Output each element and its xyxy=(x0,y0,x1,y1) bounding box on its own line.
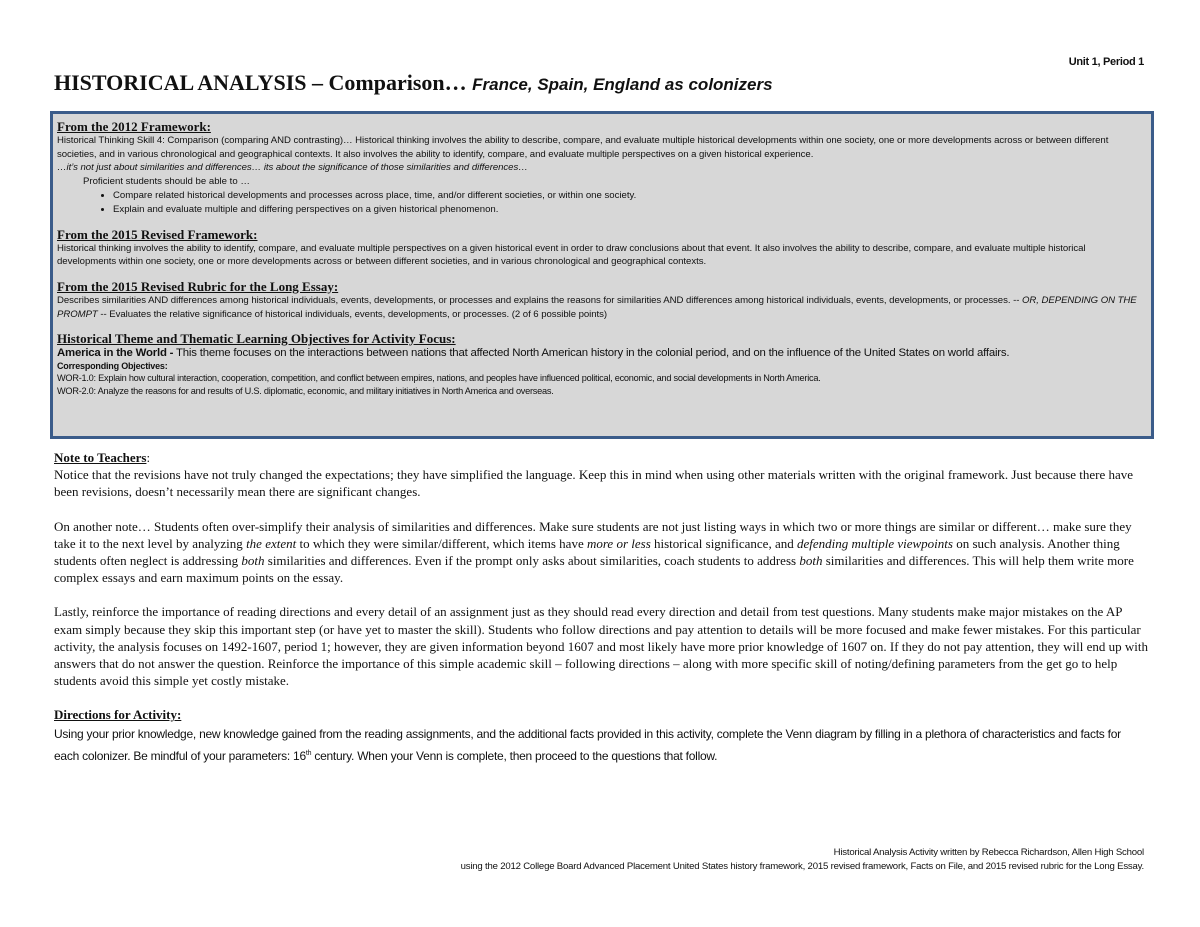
page-title xyxy=(54,70,773,96)
directions-heading: Directions for Activity: xyxy=(54,707,182,723)
main-content xyxy=(54,449,1148,766)
framework-box xyxy=(50,111,1154,439)
credit-line-1: Historical Analysis Activity written by Rebecca Richardson, Allen High School xyxy=(833,847,1144,858)
theme-heading: Historical Theme and Thematic Learning Objectives for Activity Focus: xyxy=(57,331,456,347)
teachers-heading-colon: : xyxy=(146,450,151,465)
rubric-text-b: -- Evaluates the relative significance of historical individuals, events, developments, or processes. (2 of 6 possible points) xyxy=(97,308,608,320)
teachers-paragraph-1: Notice that the revisions have not truly changed the expectations; they have simplified the language. Keep this in mind when using other materials written with the original framework. Just because there have been revisions, doesn’t necessarily mean there are significant changes. xyxy=(54,467,1134,500)
proficient-label: Proficient students should be able to … xyxy=(83,175,250,187)
credit-line-2: using the 2012 College Board Advanced Placement United States history framework, 2015 revised framework, Facts on File, and 2015 revised rubric for the Long Essay. xyxy=(460,861,1144,872)
p2-text: historical significance, and xyxy=(650,535,797,551)
rubric-heading: From the 2015 Revised Rubric for the Long Essay: xyxy=(57,278,339,294)
objective-wor-2: WOR-2.0: Analyze the reasons for and results of U.S. diplomatic, economic, and military initiatives in North America and overseas. xyxy=(57,386,554,397)
p2-emphasis: defending multiple viewpoints xyxy=(796,535,953,551)
title-main: HISTORICAL ANALYSIS – Comparison… xyxy=(54,70,467,95)
proficient-list xyxy=(57,189,1147,217)
framework-2012-text: Historical Thinking Skill 4: Comparison (comparing AND contrasting)… Historical thinking involves the ability to describe, compare, and evaluate multiple historical developments within one society, one or more developments across or between different societies, and in various chronological and geographical contexts. It also involves the ability to identify, compare, and evaluate multiple perspectives on a given historical experience. xyxy=(57,135,1109,160)
objectives-label: Corresponding Objectives: xyxy=(57,361,168,372)
directions-superscript: th xyxy=(305,749,312,757)
framework-2015-text: Historical thinking involves the ability to identify, compare, and evaluate multiple perspectives on a given historical event in order to draw conclusions about that event. It also involves the ability to describe, compare, and evaluate multiple historical developments within one society, one or more developments across or between different societies, and in various chronological and geographical contexts. xyxy=(57,242,1086,268)
list-item: • Compare related historical developments and processes across place, time, and/or different societies, or within one society. xyxy=(113,189,1147,203)
teachers-paragraph-2 xyxy=(54,518,1148,587)
theme-text: This theme focuses on the interactions between nations that affected North American history in the colonial period, and on the influence of the United States on world affairs. xyxy=(173,347,1010,360)
list-item: • Explain and evaluate multiple and differing perspectives on a given historical phenomenon. xyxy=(113,203,1147,217)
p2-text: similarities and differences. Even if the prompt only asks about similarities, coach students to address xyxy=(264,553,800,569)
unit-label: Unit 1, Period 1 xyxy=(1068,56,1144,68)
theme-name: America in the World - xyxy=(57,347,174,360)
credit-footer xyxy=(461,846,1144,874)
objective-wor-1: WOR-1.0: Explain how cultural interaction, cooperation, competition, and conflict between empires, nations, and peoples have influenced political, economic, and social developments in North America. xyxy=(57,373,821,384)
rubric-text-a: Describes similarities AND differences among historical individuals, events, developments, or processes and explains the reasons for similarities AND differences among historical individuals, events, developments, or processes. -- xyxy=(57,294,1022,306)
directions-text xyxy=(54,724,1148,766)
p2-text: similarities and differences. This will help them write more complex essays and earn maximum points on the essay. xyxy=(54,553,1134,586)
framework-2015-heading: From the 2015 Revised Framework: xyxy=(57,226,258,242)
p2-text: to which they were similar/different, which items have xyxy=(296,535,587,551)
p2-text: on such analysis. Another thing students often neglect is addressing xyxy=(54,535,1120,569)
p2-emphasis: more or less xyxy=(586,535,651,551)
directions-text-b: century. When your Venn is complete, then proceed to the questions that follow. xyxy=(311,748,718,763)
directions-text-a: Using your prior knowledge, new knowledge gained from the reading assignments, and the additional facts provided in this activity, complete the Venn diagram by filling in a plethora of characteristics and facts for each colonizer. Be mindful of your parameters: 16 xyxy=(54,726,1121,763)
rubric-text xyxy=(57,294,1147,321)
framework-2012-heading: From the 2012 Framework: xyxy=(57,119,211,134)
teachers-paragraph-3: Lastly, reinforce the importance of reading directions and every detail of an assignment just as they should read every direction and detail from test questions. Many students make major mistakes on the AP exam simply because they skip this important step (or have yet to master the skill). Students who follow directions and pay attention to details will be more focused and make fewer mistakes. For this particular activity, the analysis focuses on 1492-1607, period 1; however, they are given information beyond 1607 and most likely have more prior knowledge of 1607 on. If they do not pay attention, they will end up with answers that do not answer the question. Reinforce the importance of this simple academic skill – following directions – along with more specific skill of noting/defining parameters from the get go to help students avoid this simple yet costly mistake. xyxy=(54,604,1149,689)
rubric-text-italic: OR, DEPENDING ON THE PROMPT xyxy=(57,294,1137,320)
p2-text: On another note… Students often over-simplify their analysis of similarities and differences. Make sure students are not just listing ways in which two or more things are similar or different… make sure they take it to the next level by analyzing xyxy=(54,518,1132,551)
p2-emphasis: both xyxy=(241,553,265,569)
title-subtitle: France, Spain, England as colonizers xyxy=(472,75,773,94)
framework-2012-note: …it’s not just about similarities and differences… its about the significance of those similarities and differences… xyxy=(57,162,528,174)
teachers-heading xyxy=(54,449,1148,466)
p2-emphasis: both xyxy=(799,553,823,569)
p2-emphasis: the extent xyxy=(246,535,297,551)
teachers-heading-text: Note to Teachers xyxy=(54,450,147,465)
theme-description xyxy=(57,346,1147,360)
